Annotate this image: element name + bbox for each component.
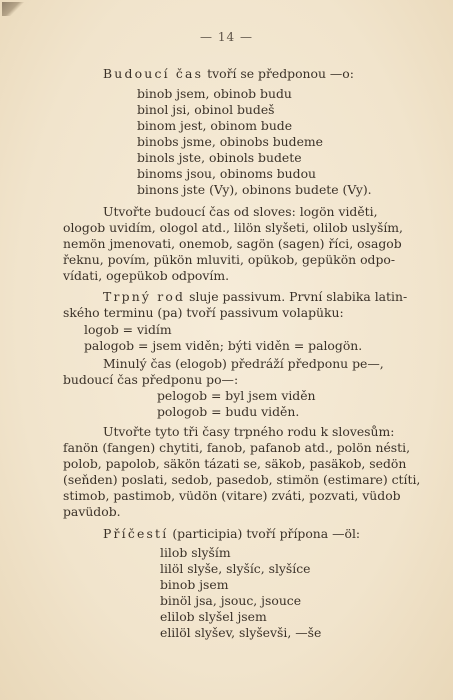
- passive-heading: [103, 289, 407, 305]
- participle-heading: [103, 526, 360, 542]
- exercise2-line: stimob, pastimob, vüdön (vitare) zváti, pozvati, vüdob: [63, 488, 401, 503]
- future-tense-term: Budoucí čas: [103, 66, 204, 81]
- participle-line: lilöl slyše, slyšíc, slyšíce: [160, 561, 311, 576]
- participle-line: binob jsem: [160, 577, 229, 592]
- exercise2-line: fanön (fangen) chytiti, fanob, pafanob atd., polön nésti,: [63, 440, 411, 455]
- exercise2-line: (seňden) poslati, sedob, pasedob, stimön (estimare) ctíti,: [63, 472, 421, 487]
- passive-rule: sluje passivum. První slabika latin-: [185, 289, 408, 304]
- example-pelogob: pelogob = byl jsem viděn: [157, 388, 316, 403]
- exercise2-line: pavüdob.: [63, 504, 121, 519]
- exercise-line: ologob uvidím, ologol atd., lilön slyšeti, olilob uslyším,: [63, 220, 403, 235]
- participle-line: lilob slyším: [160, 545, 231, 560]
- example-palogob: palogob = jsem viděn; býti viděn = palogön.: [84, 338, 363, 353]
- participle-line: elilob slyšel jsem: [160, 609, 267, 624]
- example-pologob: pologob = budu viděn.: [157, 404, 300, 419]
- future-tense-rule: tvoří se předponou —o:: [203, 66, 354, 81]
- tense-line: Minulý čas (elogob) předráží předponu pe—,: [103, 356, 384, 371]
- future-tense-heading: [103, 66, 354, 82]
- passive-line: ského terminu (pa) tvoří passivum volapüku:: [63, 305, 344, 320]
- exercise2-line: polob, papolob, säkön tázati se, säkob, pasäkob, sedön: [63, 456, 407, 471]
- future-conjugation-line: binobs jsme, obinobs budeme: [137, 134, 324, 149]
- passive-term: Trpný rod: [103, 289, 186, 304]
- participle-term: Příčestí: [103, 526, 169, 541]
- exercise-line: nemön jmenovati, onemob, sagön (sagen) říci, osagob: [63, 236, 402, 251]
- example-logob: logob = vidím: [84, 322, 172, 337]
- future-conjugation-line: binol jsi, obinol budeš: [137, 102, 275, 117]
- page-corner-stain: [2, 2, 26, 16]
- future-conjugation-line: binons jste (Vy), obinons budete (Vy).: [137, 182, 372, 197]
- participle-rule: (participia) tvoří přípona —öl:: [168, 526, 361, 541]
- future-conjugation-line: binoms jsou, obinoms budou: [137, 166, 317, 181]
- tense-line: budoucí čas předponu po—:: [63, 372, 239, 387]
- participle-line: elilöl slyšev, slyševši, —še: [160, 625, 322, 640]
- exercise-line: řeknu, povím, pükön mluviti, opükob, gepükön odpo-: [63, 252, 396, 267]
- exercise2-line: Utvořte tyto tři časy trpného rodu k slovesům:: [103, 424, 395, 439]
- participle-line: binöl jsa, jsouc, jsouce: [160, 593, 302, 608]
- future-conjugation-line: binom jest, obinom bude: [137, 118, 293, 133]
- page-number: — 14 —: [200, 30, 253, 44]
- exercise-line: Utvořte budoucí čas od sloves: logön viděti,: [103, 204, 378, 219]
- future-conjugation-line: binols jste, obinols budete: [137, 150, 302, 165]
- exercise-line: vídati, ogepükob odpovím.: [63, 268, 230, 283]
- future-conjugation-line: binob jsem, obinob budu: [137, 86, 292, 101]
